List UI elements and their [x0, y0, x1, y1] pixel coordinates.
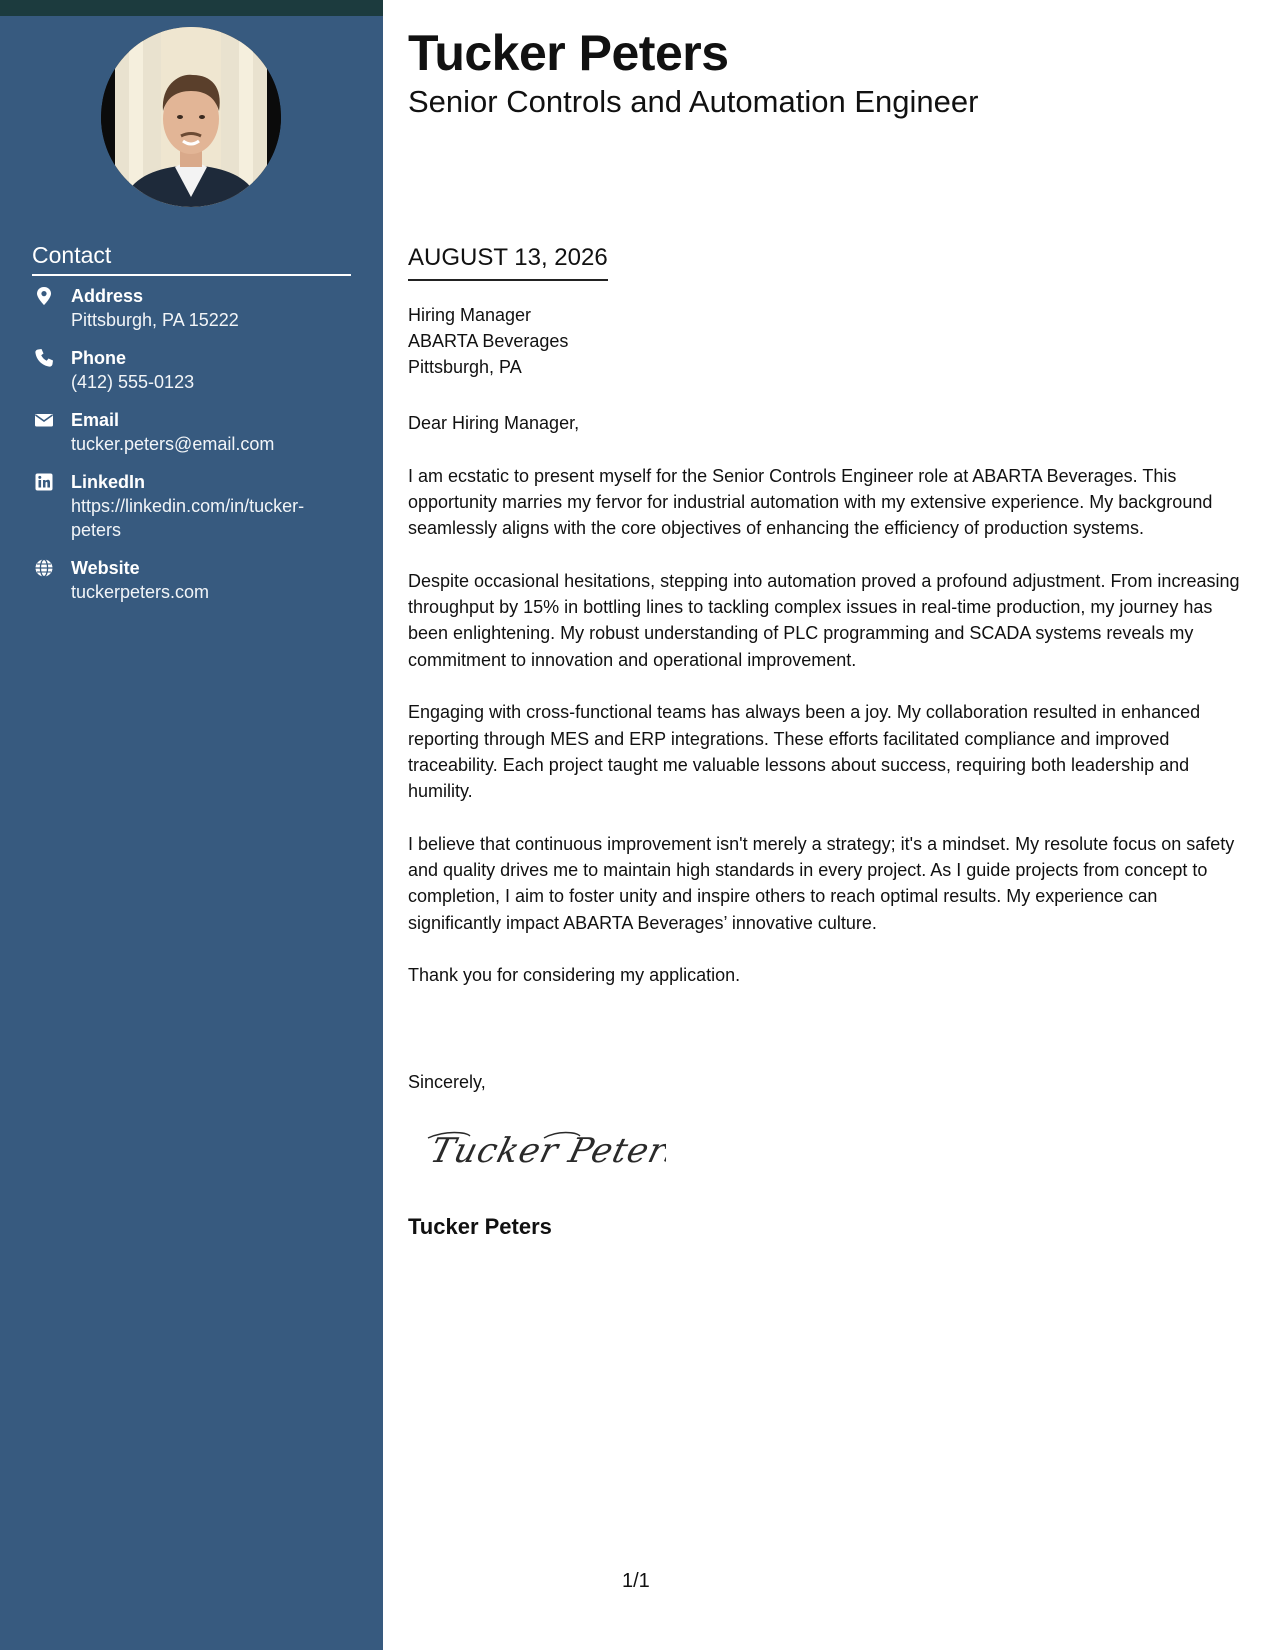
page-number: 1/1	[622, 1570, 650, 1592]
contact-item-phone	[32, 346, 352, 394]
svg-text:Tucker Peters: Tucker Peters	[426, 1131, 666, 1171]
contact-label: Email	[71, 410, 120, 430]
handwritten-signature	[426, 1124, 666, 1176]
recipient-line: Pittsburgh, PA	[408, 357, 522, 377]
body-paragraph: I am ecstatic to present myself for the Senior Controls Engineer role at ABARTA Beverages. This opportunity marries my fervor for industrial automation with my extensive experience. My background seamlessly aligns with the core objectives of enhancing the efficiency of production systems.	[408, 465, 1213, 539]
contact-value: (412) 555-0123	[71, 372, 195, 392]
body-paragraph: Despite occasional hesitations, stepping into automation proved a profound adjustment. From increasing throughput by 15% in bottling lines to tackling complex issues in real-time production, my journey has been enlightening. My robust understanding of PLC programming and SCADA systems reveals my commitment to innovation and operational improvement.	[408, 570, 1240, 670]
contact-item-address	[32, 284, 352, 332]
letter-body	[408, 410, 1248, 1015]
signed-name: Tucker Peters	[408, 1214, 552, 1239]
closing: Sincerely,	[408, 1072, 486, 1092]
letter-date: AUGUST 13, 2026	[408, 243, 608, 281]
contact-label: Phone	[71, 348, 127, 368]
recipient-line: ABARTA Beverages	[408, 331, 569, 351]
body-paragraph: Thank you for considering my application.	[408, 965, 741, 986]
globe-icon	[34, 558, 54, 578]
contact-label: LinkedIn	[71, 472, 146, 492]
job-title: Senior Controls and Automation Engineer	[408, 84, 979, 119]
sidebar	[0, 0, 383, 1650]
contact-label: Website	[71, 558, 140, 578]
sidebar-top-bar	[0, 0, 383, 16]
map-pin-icon	[34, 286, 54, 306]
phone-icon	[34, 348, 54, 368]
portrait-photo-icon	[101, 27, 281, 207]
contact-value: tucker.peters@email.com	[71, 434, 275, 454]
contact-heading: Contact	[32, 240, 351, 276]
linkedin-icon	[34, 472, 54, 492]
recipient-line: Hiring Manager	[408, 305, 532, 325]
contact-value: Pittsburgh, PA 15222	[71, 310, 239, 330]
contact-list	[32, 284, 352, 618]
contact-item-website	[32, 556, 352, 604]
salutation: Dear Hiring Manager,	[408, 413, 580, 433]
body-paragraph: I believe that continuous improvement isn't merely a strategy; it's a mindset. My resolute focus on safety and quality drives me to maintain high standards in every project. As I guide projects from concept to completion, I aim to foster unity and inspire others to reach optimal results. My experience can significantly impact ABARTA Beverages’ innovative culture.	[408, 833, 1235, 933]
applicant-name: Tucker Peters	[408, 25, 729, 81]
contact-item-linkedin	[32, 470, 352, 542]
profile-photo	[101, 27, 281, 207]
recipient-block	[408, 302, 568, 380]
envelope-icon	[34, 410, 54, 430]
contact-item-email	[32, 408, 352, 456]
contact-label: Address	[71, 286, 144, 306]
website-link[interactable]: tuckerpeters.com	[71, 582, 210, 602]
linkedin-link[interactable]: https://linkedin.com/in/tucker-peters	[71, 496, 305, 540]
body-paragraph: Engaging with cross-functional teams has always been a joy. My collaboration resulted in enhanced reporting through MES and ERP integrations. These efforts facilitated compliance and improved traceability. Each project taught me valuable lessons about success, requiring both leadership and humility.	[408, 702, 1201, 802]
